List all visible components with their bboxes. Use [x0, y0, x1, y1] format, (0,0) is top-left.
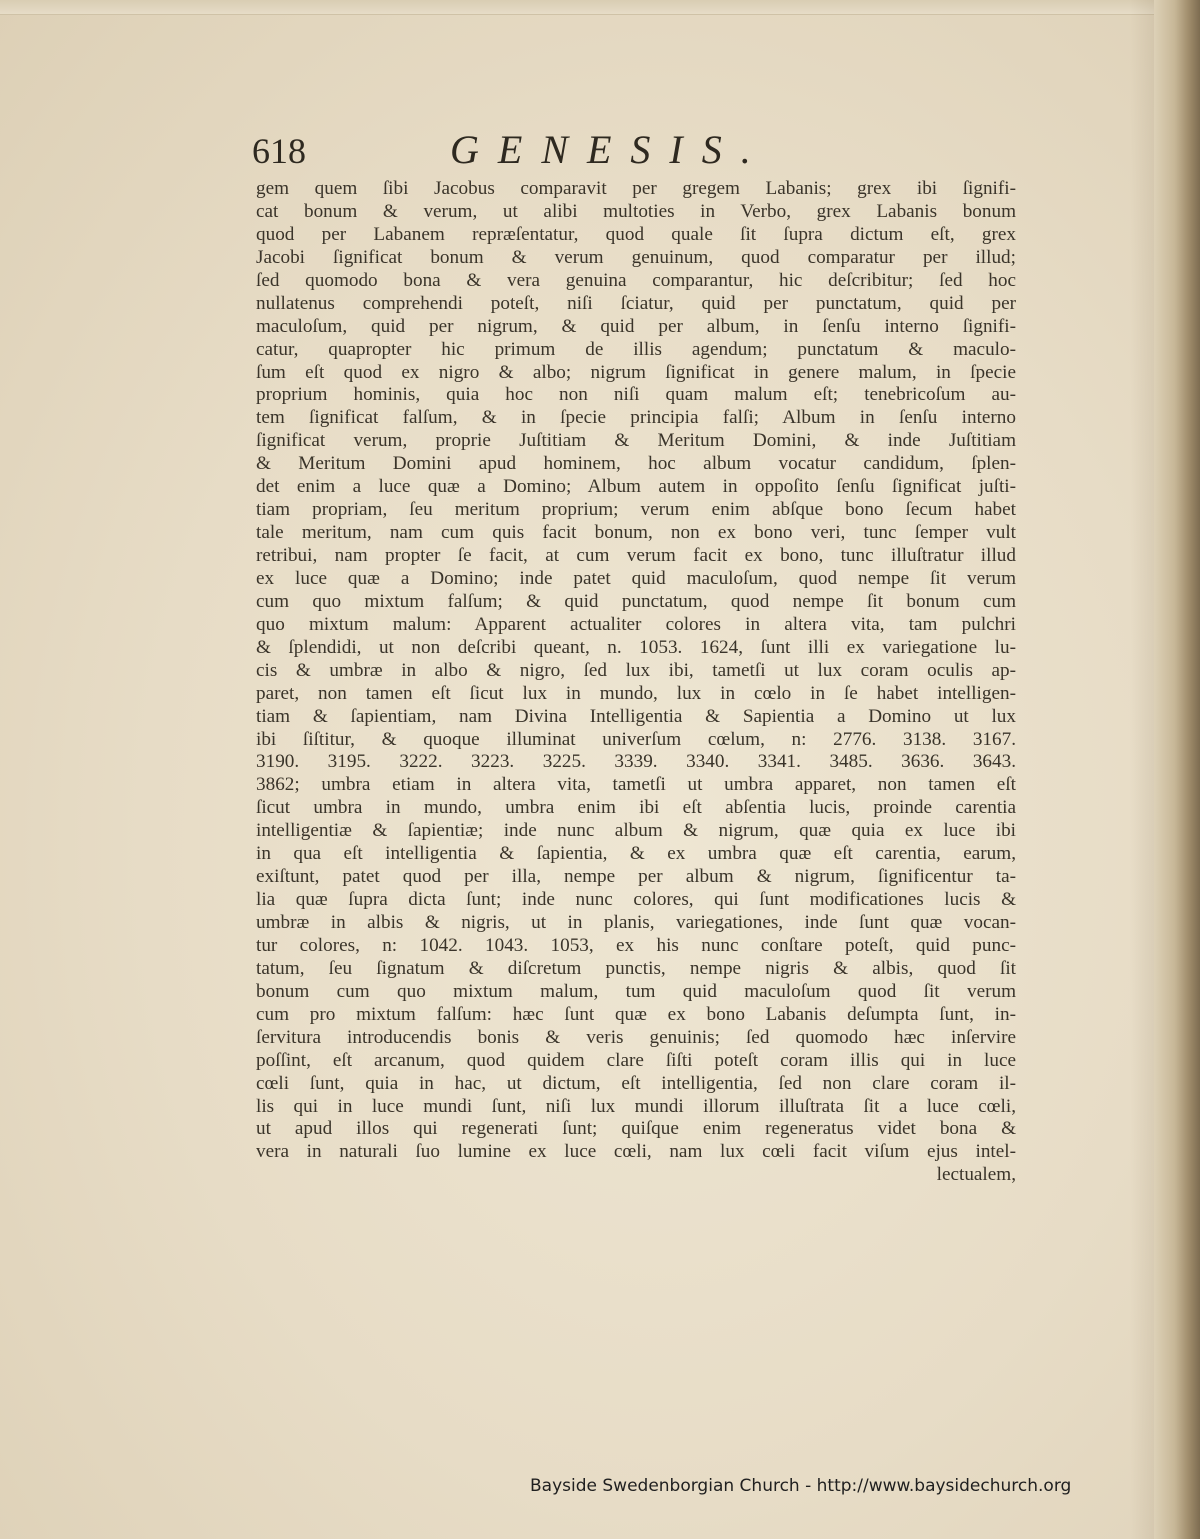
- text-line: cat bonum & verum, ut alibi multoties in Verbo, grex Labanis bonum: [256, 200, 1016, 222]
- body-text: [256, 178, 1016, 1187]
- catchword: lectualem,: [936, 1164, 1016, 1186]
- text-line: ſignificat verum, proprie Juſtitiam & Meritum Domini, & inde Juſtitiam: [256, 430, 1016, 452]
- text-line: ſed quomodo bona & vera genuina comparantur, hic deſcribitur; ſed hoc: [256, 269, 1016, 291]
- text-line: ſum eſt quod ex nigro & albo; nigrum ſignificat in genere malum, in ſpecie: [256, 361, 1016, 383]
- text-line: tem ſignificat falſum, & in ſpecie principia falſi; Album in ſenſu interno: [256, 407, 1016, 429]
- text-line: quod per Labanem repræſentatur, quod quale ſit ſupra dictum eſt, grex: [256, 223, 1016, 245]
- text-line: tur colores, n: 1042. 1043. 1053, ex his nunc conſtare poteſt, quid punc-: [256, 934, 1016, 956]
- page-number: 618: [252, 131, 306, 171]
- watermark: Bayside Swedenborgian Church - http://www.baysidechurch.org: [530, 1476, 1072, 1496]
- text-line: det enim a luce quæ a Domino; Album autem in oppoſito ſenſu ſignificat juſti-: [256, 476, 1016, 498]
- text-line: & Meritum Domini apud hominem, hoc album vocatur candidum, ſplen-: [256, 453, 1016, 475]
- text-line: quo mixtum malum: Apparent actualiter colores in altera vita, tam pulchri: [256, 613, 1016, 635]
- running-title: GENESIS.: [450, 127, 770, 172]
- text-line: gem quem ſibi Jacobus comparavit per gregem Labanis; grex ibi ſignifi-: [256, 178, 1016, 199]
- text-line: umbræ in albis & nigris, ut in planis, variegationes, inde ſunt quæ vocan-: [256, 912, 1016, 933]
- text-line: maculoſum, quid per nigrum, & quid per album, in ſenſu interno ſignifi-: [256, 315, 1016, 337]
- text-line: tatum, ſeu ſignatum & diſcretum punctis, nempe nigris & albis, quod ſit: [256, 957, 1016, 979]
- text-line: cœli ſunt, quia in hac, ut dictum, eſt intelligentia, ſed non clare coram il-: [256, 1072, 1016, 1094]
- book-gutter: [1154, 0, 1200, 1539]
- text-line: paret, non tamen eſt ſicut lux in mundo, lux in cœlo in ſe habet intelligen-: [256, 682, 1016, 704]
- text-line: ibi ſiſtitur, & quoque illuminat univerſum cœlum, n: 2776. 3138. 3167.: [256, 728, 1016, 750]
- text-line: proprium hominis, quia hoc non niſi quam malum eſt; tenebricoſum au-: [256, 384, 1016, 406]
- text-line: cis & umbræ in albo & nigro, ſed lux ibi, tametſi ut lux coram oculis ap-: [256, 659, 1016, 681]
- text-line: catur, quapropter hic primum de illis agendum; punctatum & maculo-: [256, 338, 1016, 360]
- text-line: Jacobi ſignificat bonum & verum genuinum, quod comparatur per illud;: [256, 246, 1016, 268]
- page-header: [252, 122, 872, 172]
- text-line: cum pro mixtum falſum: hæc ſunt quæ ex bono Labanis deſumpta ſunt, in-: [256, 1003, 1016, 1025]
- text-line: & ſplendidi, ut non deſcribi queant, n. 1053. 1624, ſunt illi ex variegatione lu-: [256, 636, 1016, 658]
- text-line: in qua eſt intelligentia & ſapientia, & ex umbra quæ eſt carentia, earum,: [256, 843, 1016, 865]
- text-line: vera in naturali ſuo lumine ex luce cœli, nam lux cœli facit viſum ejus intel-: [256, 1141, 1016, 1163]
- text-line: 3862; umbra etiam in altera vita, tametſi ut umbra apparet, non tamen eſt: [256, 774, 1016, 796]
- text-line: tiam propriam, ſeu meritum proprium; verum enim abſque bono ſecum habet: [256, 499, 1016, 521]
- text-line: intelligentiæ & ſapientiæ; inde nunc album & nigrum, quæ quia ex luce ibi: [256, 820, 1016, 842]
- text-line: cum quo mixtum falſum; & quid punctatum, quod nempe ſit bonum cum: [256, 590, 1016, 612]
- text-line: ut apud illos qui regenerati ſunt; quiſque enim regeneratus videt bona &: [256, 1118, 1016, 1140]
- text-line: bonum cum quo mixtum malum, tum quid maculoſum quod ſit verum: [256, 980, 1016, 1002]
- text-line: retribui, nam propter ſe facit, at cum verum facit ex bono, tunc illuſtratur illud: [256, 545, 1016, 566]
- text-line: exiſtunt, patet quod per illa, nempe per album & nigrum, ſignificentur ta-: [256, 866, 1016, 888]
- text-line: 3190. 3195. 3222. 3223. 3225. 3339. 3340. 3341. 3485. 3636. 3643.: [256, 751, 1016, 773]
- gutter-shadow: [1130, 0, 1154, 1539]
- text-line: tale meritum, nam cum quis facit bonum, non ex bono veri, tunc ſemper vult: [256, 522, 1016, 544]
- text-line: ex luce quæ a Domino; inde patet quid maculoſum, quod nempe ſit verum: [256, 567, 1016, 589]
- text-line: lia quæ ſupra dicta ſunt; inde nunc colores, qui ſunt modificationes lucis &: [256, 889, 1016, 911]
- text-line: ſicut umbra in mundo, umbra enim ibi eſt abſentia lucis, proinde carentia: [256, 797, 1016, 819]
- text-line: tiam & ſapientiam, nam Divina Intelligentia & Sapientia a Domino ut lux: [256, 705, 1016, 727]
- text-line: ſervitura introducendis bonis & veris genuinis; ſed quomodo hæc inſervire: [256, 1026, 1016, 1048]
- text-line: nullatenus comprehendi poteſt, niſi ſciatur, quid per punctatum, quid per: [256, 292, 1016, 314]
- text-line: lis qui in luce mundi ſunt, niſi lux mundi illorum illuſtrata ſit a luce cœli,: [256, 1095, 1016, 1117]
- page-top-edge: [0, 0, 1200, 15]
- text-line: poſſint, eſt arcanum, quod quidem clare ſiſti poteſt coram illis qui in luce: [256, 1049, 1016, 1071]
